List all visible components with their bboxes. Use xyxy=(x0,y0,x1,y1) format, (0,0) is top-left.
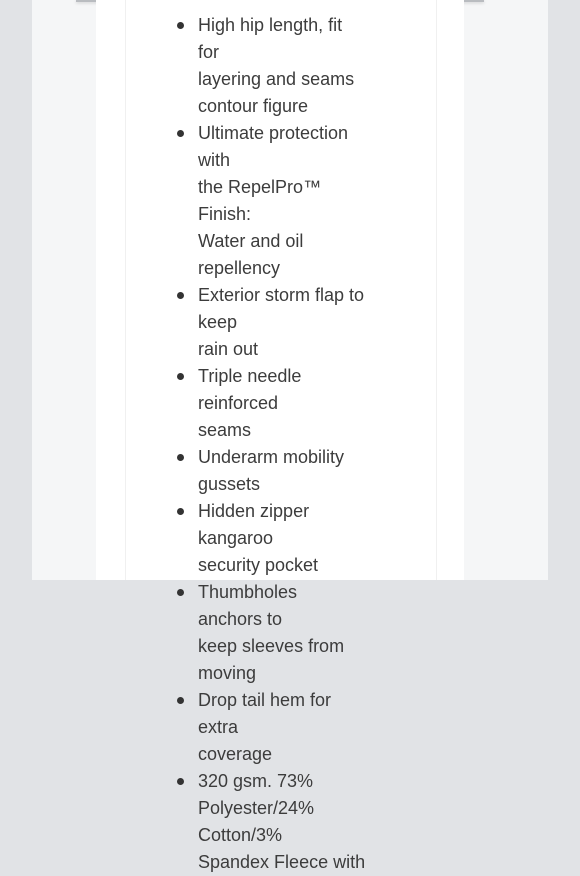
bullet-icon xyxy=(177,778,184,785)
bullet-icon xyxy=(177,22,184,29)
list-item xyxy=(126,282,366,363)
bullet-icon xyxy=(177,454,184,461)
list-item-text: Drop tail hem for extra coverage xyxy=(198,690,332,764)
list-item xyxy=(126,120,366,282)
bullet-icon xyxy=(177,292,184,299)
list-item-text: 320 gsm. 73% Polyester/24% Cotton/3% Spandex Fleece with xyxy=(198,771,366,872)
bullet-icon xyxy=(177,508,184,515)
list-item-text: Triple needle reinforced seams xyxy=(198,366,302,440)
list-item-text: High hip length, fit for layering and seams contour figure xyxy=(198,15,355,116)
feature-list xyxy=(126,12,366,876)
list-item xyxy=(126,444,366,498)
list-item xyxy=(126,498,366,579)
bullet-icon xyxy=(177,130,184,137)
list-item-text: Ultimate protection with the RepelPro™ Finish: Water and oil repellency xyxy=(198,123,349,278)
list-item xyxy=(126,687,366,768)
list-item xyxy=(126,579,366,687)
list-item xyxy=(126,768,366,876)
list-item-text: Hidden zipper kangaroo security pocket xyxy=(198,501,319,575)
list-item-text: Exterior storm flap to keep rain out xyxy=(198,285,365,359)
bullet-icon xyxy=(177,697,184,704)
list-item xyxy=(126,363,366,444)
bullet-icon xyxy=(177,589,184,596)
description-content xyxy=(125,0,437,872)
list-item-text: Thumbholes anchors to keep sleeves from moving xyxy=(198,582,345,683)
list-item-text: Underarm mobility gussets xyxy=(198,447,345,494)
list-item xyxy=(126,12,366,120)
bullet-icon xyxy=(177,373,184,380)
